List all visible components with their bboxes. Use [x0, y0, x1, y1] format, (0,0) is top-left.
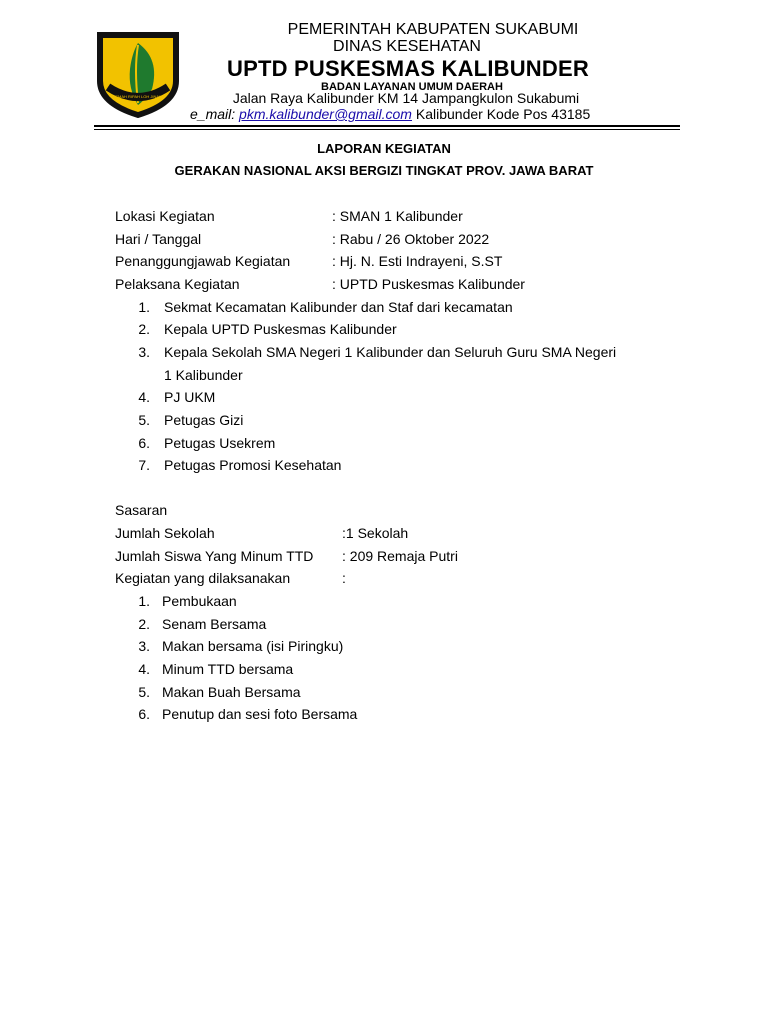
list-item: Makan Buah Bersama [162, 684, 301, 700]
list-item: PJ UKM [164, 389, 216, 405]
sasaran-value: : [342, 570, 346, 586]
list-number: 1. [138, 593, 150, 609]
list-item: Petugas Usekrem [164, 435, 276, 451]
letterhead-status: BADAN LAYANAN UMUM DAERAH [321, 81, 503, 93]
list-number: 4. [138, 661, 150, 677]
report-subtitle: GERAKAN NASIONAL AKSI BERGIZI TINGKAT PROV. JAWA BARAT [174, 163, 594, 178]
list-item: Petugas Promosi Kesehatan [164, 457, 342, 473]
sasaran-heading: Sasaran [115, 502, 168, 518]
detail-value: : UPTD Puskesmas Kalibunder [332, 276, 525, 292]
list-item: Sekmat Kecamatan Kalibunder dan Staf dari kecamatan [164, 299, 513, 315]
email-label: e_mail: [190, 106, 236, 122]
emblem-motto: GEMAH RIPAH LOH JINAWI [112, 94, 164, 99]
detail-label: Penanggungjawab Kegiatan [115, 253, 291, 269]
letterhead-agency: DINAS KESEHATAN [333, 38, 481, 55]
list-item-continuation: 1 Kalibunder [164, 367, 243, 383]
detail-label: Hari / Tanggal [115, 231, 202, 247]
list-number: 6. [138, 435, 150, 451]
list-number: 2. [138, 616, 150, 632]
list-number: 7. [138, 457, 150, 473]
sasaran-value: :1 Sekolah [342, 525, 409, 541]
list-item: Senam Bersama [162, 616, 267, 632]
sasaran-label: Jumlah Sekolah [115, 525, 215, 541]
list-number: 2. [138, 321, 150, 337]
postal-code: Kalibunder Kode Pos 43185 [415, 106, 591, 122]
detail-value: : Hj. N. Esti Indrayeni, S.ST [332, 253, 503, 269]
email-link[interactable]: pkm.kalibunder@gmail.com [239, 106, 412, 122]
list-number: 4. [138, 389, 150, 405]
list-number: 5. [138, 412, 150, 428]
list-item: Pembukaan [162, 593, 237, 609]
list-number: 6. [138, 706, 150, 722]
detail-label: Lokasi Kegiatan [115, 208, 215, 224]
letterhead-rule-thick [94, 125, 680, 127]
list-number: 1. [138, 299, 150, 315]
list-item: Penutup dan sesi foto Bersama [162, 706, 358, 722]
sasaran-value: : 209 Remaja Putri [342, 548, 458, 564]
sasaran-label: Jumlah Siswa Yang Minum TTD [115, 548, 314, 564]
list-item: Makan bersama (isi Piringku) [162, 638, 344, 654]
letterhead-institution: UPTD PUSKESMAS KALIBUNDER [227, 56, 589, 81]
list-item: Kepala UPTD Puskesmas Kalibunder [164, 321, 397, 337]
report-title: LAPORAN KEGIATAN [317, 141, 451, 156]
sasaran-label: Kegiatan yang dilaksanakan [115, 570, 291, 586]
letterhead-rule-thin [94, 129, 680, 130]
list-number: 3. [138, 638, 150, 654]
list-number: 3. [138, 344, 150, 360]
detail-value: : SMAN 1 Kalibunder [332, 208, 463, 224]
list-item: Kepala Sekolah SMA Negeri 1 Kalibunder dan Seluruh Guru SMA Negeri [164, 344, 617, 360]
detail-value: : Rabu / 26 Oktober 2022 [332, 231, 490, 247]
letterhead-contact [190, 106, 590, 122]
letterhead-government: PEMERINTAH KABUPATEN SUKABUMI [287, 21, 579, 38]
list-item: Minum TTD bersama [162, 661, 294, 677]
list-number: 5. [138, 684, 150, 700]
letterhead-address: Jalan Raya Kalibunder KM 14 Jampangkulon Sukabumi [232, 90, 580, 106]
detail-label: Pelaksana Kegiatan [115, 276, 240, 292]
list-item: Petugas Gizi [164, 412, 244, 428]
